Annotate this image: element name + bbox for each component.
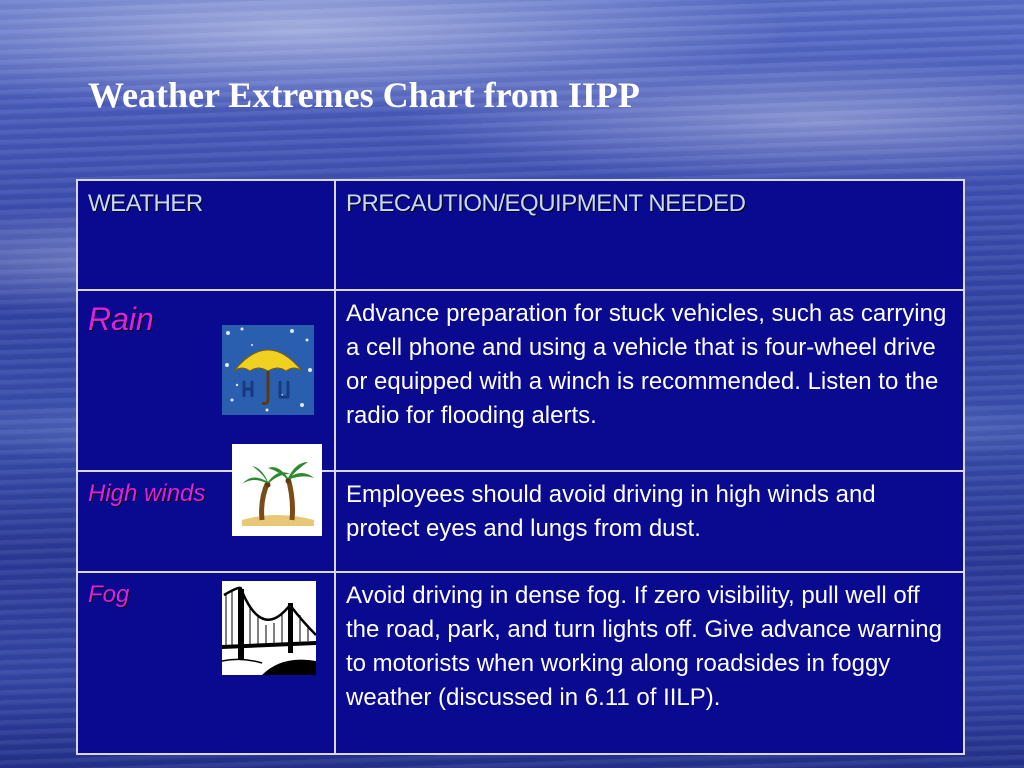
precaution-cell-rain xyxy=(335,290,964,471)
palm-trees-icon xyxy=(232,444,322,536)
weather-label-high-winds: High winds xyxy=(88,480,206,507)
precaution-text-rain: Advance preparation for stuck vehicles, such as carrying a cell phone and using a vehicle that is four-wheel drive or equipped with a winch is recommended. Listen to the radio for flooding alerts. xyxy=(346,300,947,429)
weather-extremes-table xyxy=(76,179,965,755)
weather-label-rain: Rain xyxy=(88,301,154,337)
weather-label-fog: Fog xyxy=(88,581,130,608)
header-precaution: PRECAUTION/EQUIPMENT NEEDED xyxy=(346,190,746,217)
precaution-text-high-winds: Employees should avoid driving in high winds and protect eyes and lungs from dust. xyxy=(346,481,876,542)
precaution-text-fog: Avoid driving in dense fog. If zero visibility, pull well off the road, park, and turn lights off. Give advance warning to motorists when working along roadsides in foggy weather (discussed in 6.11 of IILP). xyxy=(346,582,942,711)
table-row xyxy=(77,471,964,572)
weather-cell-high-winds xyxy=(77,471,335,572)
umbrella-icon xyxy=(222,325,314,415)
bridge-icon xyxy=(222,581,316,675)
precaution-cell-high-winds xyxy=(335,471,964,572)
precaution-cell-fog xyxy=(335,572,964,754)
header-cell-weather xyxy=(77,180,335,290)
table-header-row xyxy=(77,180,964,290)
header-cell-precaution xyxy=(335,180,964,290)
slide-title: Weather Extremes Chart from IIPP xyxy=(88,75,640,115)
table-row xyxy=(77,572,964,754)
table-row xyxy=(77,290,964,471)
weather-cell-fog xyxy=(77,572,335,754)
header-weather: WEATHER xyxy=(88,190,203,217)
